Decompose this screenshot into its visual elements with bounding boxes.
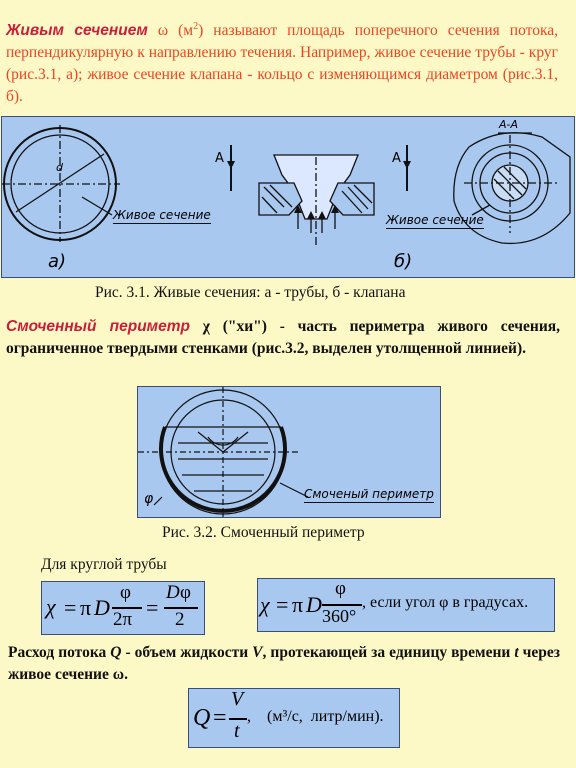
flow-t: t (514, 644, 519, 661)
omega-symbol: ω (157, 22, 169, 40)
f2-chi: χ (260, 592, 270, 617)
label-live-section-right: Живое сечение (386, 213, 484, 227)
wetted-perimeter-paragraph (6, 316, 560, 360)
label-wetted-perimeter: Смоченый периметр (304, 487, 434, 501)
figure-3-2 (137, 386, 441, 518)
formula-perimeter-radians (41, 581, 205, 635)
unit-close: ) (198, 22, 204, 40)
f3-eq: = (213, 705, 227, 731)
label-phi: φ (144, 491, 154, 507)
f1-pi: π (80, 595, 92, 620)
flow-V: V (252, 644, 263, 661)
wetted-perimeter-term: Смоченный периметр (6, 318, 191, 335)
f2-pi: π (292, 592, 304, 617)
f1-two-pi: 2π (113, 609, 133, 630)
flow-Q: Q (110, 644, 122, 661)
label-A-right: А (392, 151, 401, 166)
label-b: б) (394, 251, 413, 272)
round-pipe-label: Для круглой трубы (41, 556, 167, 573)
f1-D: D (94, 595, 110, 620)
figure-3-1-drawing (2, 117, 574, 277)
intro-text: называют площадь поперечного сечения потока, перпендикулярную к направлению течения. Например, живое сечение трубы - круг (рис.3.1, а); живое сечение клапана - кольцо с изменяющимся диаметром (рис.3.1, б). (6, 22, 559, 106)
f2-D: D (306, 592, 322, 617)
intro-paragraph (6, 16, 558, 108)
unit-exponent: 2 (193, 21, 199, 32)
flow-lead: Расход потока (8, 644, 111, 661)
chi-symbol: χ (202, 318, 210, 335)
f2-tail: , если угол φ в градусах. (362, 594, 529, 611)
f3-t: t (234, 720, 240, 742)
figure-3-1-caption: Рис. 3.1. Живые сечения: а - трубы, б - клапана (95, 284, 406, 301)
f3-units: , (м³/с, литр/мин). (247, 708, 384, 725)
f1-phi2: φ (180, 582, 191, 603)
f3-Q: Q (193, 705, 211, 731)
f1-eq: = (64, 595, 77, 620)
unit-open: (м (168, 22, 194, 40)
f3-V: V (231, 688, 244, 710)
flow-rate-paragraph (8, 642, 560, 686)
wetted-text: ("хи") - часть периметра живого сечения, ограниченное твердыми стенками (рис.3.2, выделен утолщенной линией). (6, 318, 561, 357)
label-section-AA: А-А (499, 118, 519, 131)
label-d: d (56, 161, 63, 174)
f1-eq2: = (146, 595, 159, 620)
label-a: а) (48, 251, 67, 272)
live-section-term: Живым сечением (6, 22, 148, 40)
flow-mid1: - объем жидкости (121, 644, 253, 661)
f1-D2: D (166, 582, 180, 603)
f1-two: 2 (175, 609, 185, 630)
label-A-left: А (215, 151, 224, 166)
flow-mid3: через живое сечение ω. (8, 644, 560, 683)
f2-eq: = (276, 592, 289, 617)
figure-3-2-caption: Рис. 3.2. Смоченный периметр (162, 524, 365, 541)
f2-phi: φ (335, 578, 346, 599)
f1-chi: χ (46, 594, 56, 619)
formula-flow-rate (188, 688, 400, 748)
formula-perimeter-degrees (257, 578, 555, 632)
figure-3-1 (1, 116, 575, 278)
flow-mid2: , протекающей за единицу времени (262, 644, 515, 661)
label-live-section-left: Живое сечение (113, 208, 211, 222)
f1-phi: φ (120, 582, 131, 603)
f2-denominator: 360° (322, 606, 357, 626)
